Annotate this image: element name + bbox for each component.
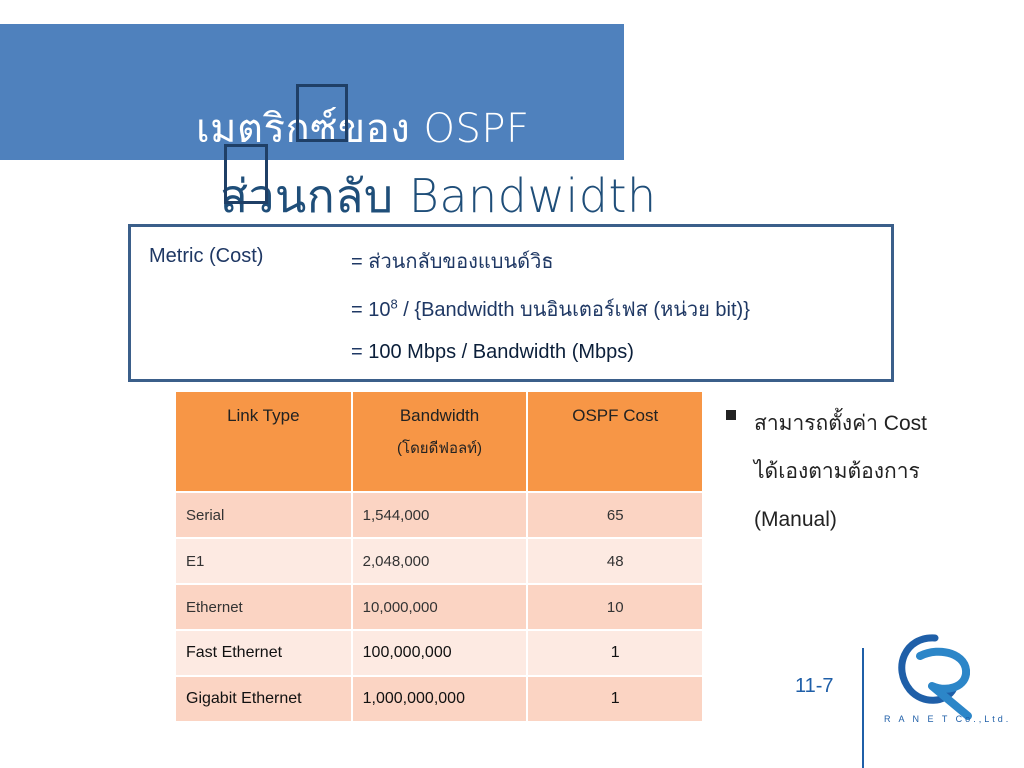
page-number: 11-7 [795, 675, 834, 697]
cell-link-type: Serial [176, 492, 352, 538]
cell-cost: 48 [527, 538, 703, 584]
bullet-text [754, 400, 986, 544]
cell-bandwidth: 2,048,000 [352, 538, 528, 584]
cell-link-type: Fast Ethernet [176, 630, 352, 676]
table-row [176, 676, 703, 721]
formula-exponent: 8 [390, 296, 398, 312]
bullet-note [726, 400, 986, 544]
missing-glyph-box [224, 144, 268, 204]
cell-bandwidth: 100,000,000 [352, 630, 528, 676]
cell-cost: 1 [527, 676, 703, 721]
cell-cost: 10 [527, 584, 703, 630]
formula-line-2 [351, 293, 750, 325]
header-bandwidth-label: Bandwidth [399, 406, 480, 425]
formula-line-3-main: 100 Mbps / Bandwidth (Mbps) [368, 341, 634, 363]
ranet-logo-icon [880, 628, 990, 728]
missing-glyph-box [296, 84, 348, 142]
cell-bandwidth: 1,000,000,000 [352, 676, 528, 721]
formula-line-2-pre: = 10 [351, 299, 391, 321]
formula-line-3-pre: = [351, 341, 369, 363]
footer-divider [862, 648, 864, 768]
cell-cost: 65 [527, 492, 703, 538]
bullet-line-1: สามารถตั้งค่า Cost [754, 412, 927, 435]
table-row [176, 538, 703, 584]
cell-bandwidth: 1,544,000 [352, 492, 528, 538]
cell-cost: 1 [527, 630, 703, 676]
table-row [176, 630, 703, 676]
cell-link-type: Gigabit Ethernet [176, 676, 352, 721]
header-bandwidth-sub: (โดยดีฟอลท์) [397, 440, 483, 457]
cell-link-type: Ethernet [176, 584, 352, 630]
slide-title: เมตริกซ์ของ OSPF [196, 106, 530, 152]
bullet-line-3: (Manual) [754, 508, 837, 531]
formula-line-3 [351, 341, 634, 364]
cell-bandwidth: 10,000,000 [352, 584, 528, 630]
formula-line-1: = ส่วนกลับของแบนด์วิธ [351, 251, 554, 273]
slide-subtitle: ส่วนกลับ Bandwidth [220, 169, 657, 223]
header-ospf-cost: OSPF Cost [527, 392, 703, 492]
cell-link-type: E1 [176, 538, 352, 584]
bullet-line-2: ได้เองตามต้องการ [754, 460, 920, 483]
header-bandwidth [352, 392, 528, 492]
header-link-type: Link Type [176, 392, 352, 492]
formula-box [128, 224, 894, 382]
table-row [176, 492, 703, 538]
formula-line-2-post: / {Bandwidth บนอินเตอร์เฟส (หน่วย bit)} [397, 299, 750, 321]
bullet-square-icon [726, 410, 736, 420]
company-name: R A N E T Co.,Ltd. [884, 714, 1012, 724]
ospf-cost-table [176, 392, 704, 721]
formula-label: Metric (Cost) [149, 245, 264, 267]
table-header-row [176, 392, 703, 492]
table-row [176, 584, 703, 630]
